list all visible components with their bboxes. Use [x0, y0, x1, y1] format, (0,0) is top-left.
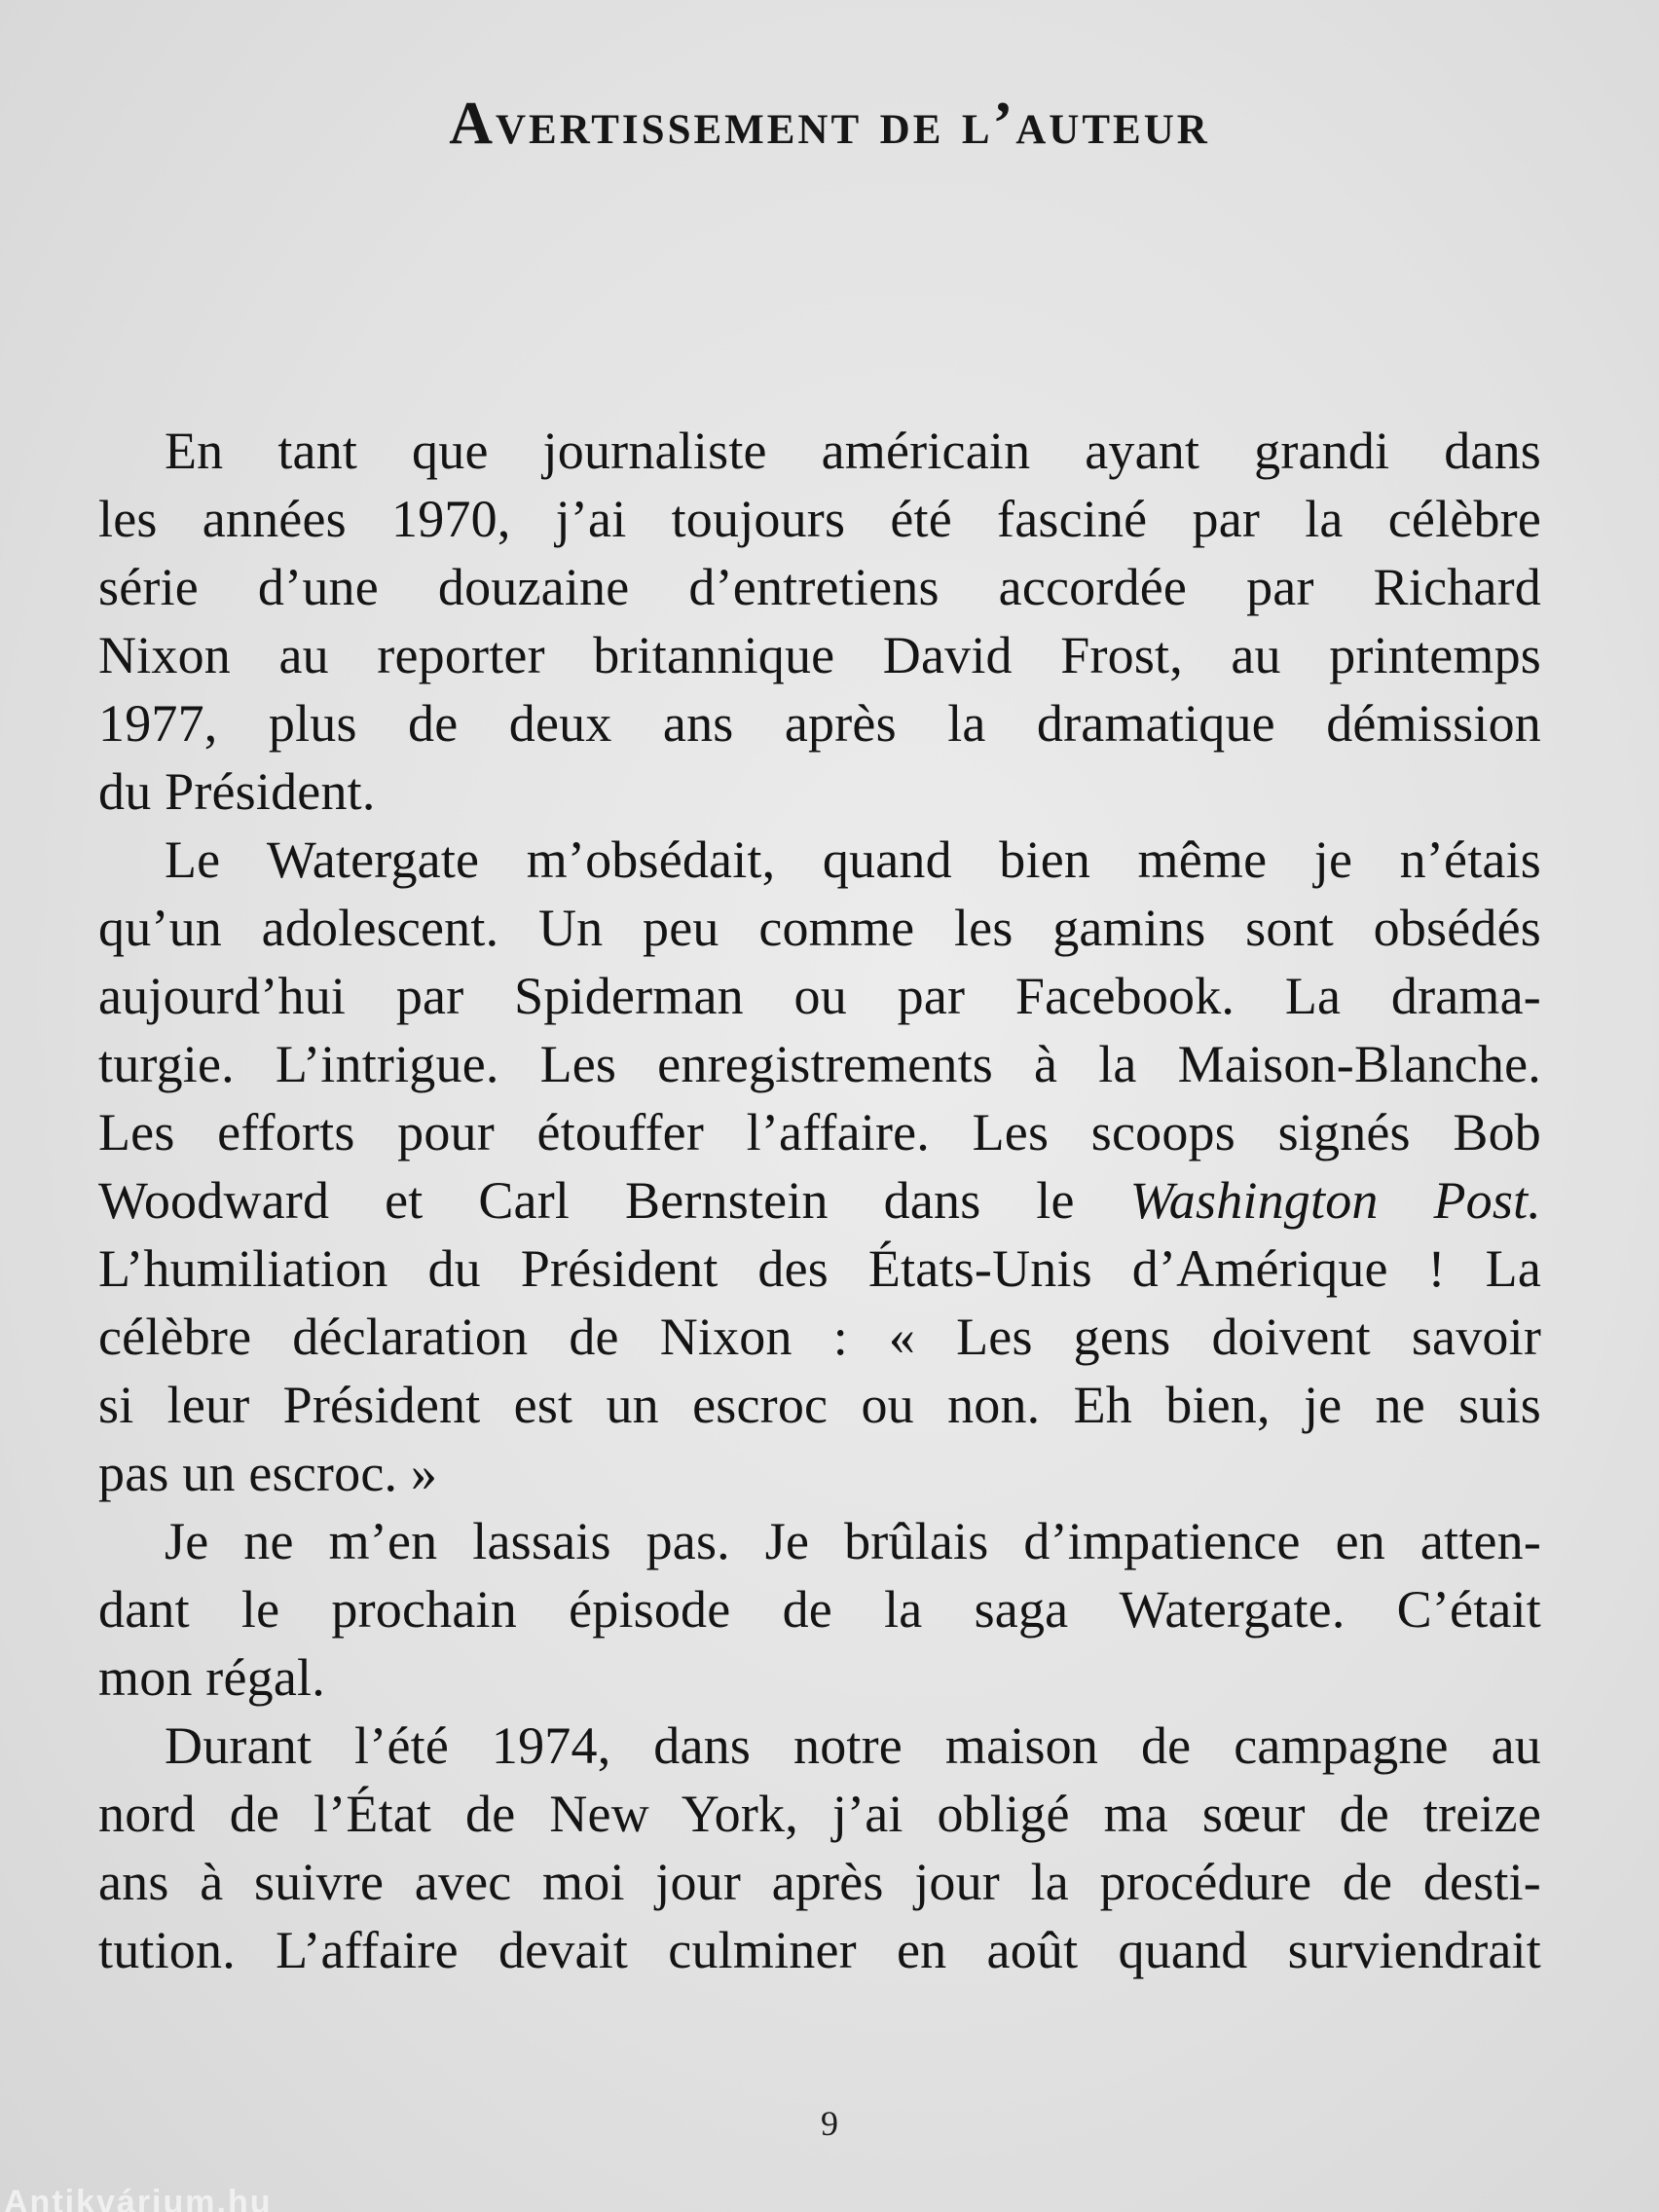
text-line: L’humiliation du Président des États-Unis d’Amérique ! La: [98, 1239, 1541, 1298]
text-line: 1977, plus de deux ans après la dramatique démission: [98, 694, 1541, 753]
watermark-text: Antikvárium.hu: [4, 2184, 273, 2212]
text-line: Le Watergate m’obsédait, quand bien même je n’étais: [165, 830, 1541, 889]
text-line: aujourd’hui par Spiderman ou par Facebook. La drama-: [98, 967, 1541, 1025]
text-line: pas un escroc. »: [98, 1444, 438, 1502]
body-text: [98, 417, 1541, 1984]
text-line: En tant que journaliste américain ayant grandi dans: [165, 422, 1541, 480]
text-line: tution. L’affaire devait culminer en août quand surviendrait: [98, 1921, 1541, 1979]
text-line: célèbre déclaration de Nixon : « Les gens doivent savoir: [98, 1308, 1541, 1366]
text-line: les années 1970, j’ai toujours été fasciné par la célèbre: [98, 490, 1541, 548]
text-line: du Président.: [98, 762, 376, 821]
paragraph-4: [98, 1712, 1541, 1984]
paragraph-2: [98, 826, 1541, 1507]
text-line: mon régal.: [98, 1648, 325, 1707]
text-line: dant le prochain épisode de la saga Watergate. C’était: [98, 1580, 1541, 1639]
text-line-with-italic: [98, 1166, 1541, 1235]
paragraph-3: [98, 1507, 1541, 1712]
page-number: 9: [821, 2104, 838, 2143]
text-line: qu’un adolescent. Un peu comme les gamins sont obsédés: [98, 899, 1541, 957]
newspaper-title: Washington Post.: [1129, 1171, 1541, 1230]
text-line: série d’une douzaine d’entretiens accordée par Richard: [98, 558, 1541, 616]
text-line: Les efforts pour étouffer l’affaire. Les scoops signés Bob: [98, 1103, 1541, 1161]
chapter-heading: Avertissement de l’auteur: [449, 91, 1210, 157]
paragraph-1: [98, 417, 1541, 826]
text-line: Nixon au reporter britannique David Frost, au printemps: [98, 626, 1541, 684]
text-line: ans à suivre avec moi jour après jour la procédure de desti-: [98, 1853, 1541, 1911]
text-line: Je ne m’en lassais pas. Je brûlais d’impatience en atten-: [165, 1512, 1541, 1570]
text-fragment: Woodward et Carl Bernstein dans le: [98, 1171, 1075, 1230]
text-line: turgie. L’intrigue. Les enregistrements à la Maison-Blanche.: [98, 1035, 1541, 1093]
text-line: Durant l’été 1974, dans notre maison de campagne au: [165, 1716, 1541, 1775]
text-line: si leur Président est un escroc ou non. Eh bien, je ne suis: [98, 1376, 1541, 1434]
text-line: nord de l’État de New York, j’ai obligé ma sœur de treize: [98, 1785, 1541, 1843]
